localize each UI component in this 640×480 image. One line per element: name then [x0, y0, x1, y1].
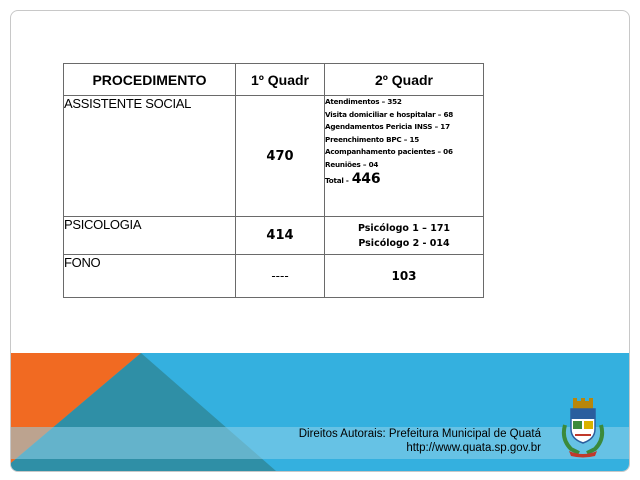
cell-1-quadr: ----: [236, 255, 325, 298]
municipal-crest-icon: [559, 395, 607, 459]
detail-line: Reuniões – 04: [325, 159, 379, 169]
detail-line: Atendimentos – 352: [325, 97, 402, 106]
detail-line: Preenchimento BPC – 15: [325, 134, 420, 144]
table-header-row: [64, 64, 484, 96]
detail-line: Acompanhamento pacientes – 06: [325, 147, 453, 157]
procedures-table: [63, 63, 484, 298]
total-line: [325, 170, 483, 188]
cell-1-quadr: 470: [236, 96, 325, 217]
table-row: [64, 96, 484, 217]
cell-procedimento: ASSISTENTE SOCIAL: [64, 96, 236, 217]
table-row: [64, 217, 484, 255]
cell-procedimento: PSICOLOGIA: [64, 217, 236, 255]
header-1-quadr: 1º Quadr: [236, 64, 325, 96]
cell-2-quadr: [325, 217, 484, 255]
copyright-text: Direitos Autorais: Prefeitura Municipal de Quatá: [298, 428, 541, 440]
cell-2-quadr: [325, 96, 484, 217]
cell-1-quadr: 414: [236, 217, 325, 255]
total-label: Total -: [325, 175, 349, 185]
detail-line: Visita domiciliar e hospitalar – 68: [325, 109, 454, 119]
website-url: http://www.quata.sp.gov.br: [406, 442, 541, 454]
header-procedimento: PROCEDIMENTO: [64, 64, 236, 96]
detail-line: Agendamentos Pericia INSS – 17: [325, 122, 450, 132]
total-value: 446: [351, 170, 381, 187]
header-2-quadr: 2º Quadr: [325, 64, 484, 96]
cell-2-quadr: 103: [325, 255, 484, 298]
cell-procedimento: FONO: [64, 255, 236, 298]
slide: [10, 10, 630, 472]
detail-line: Psicólogo 1 – 171: [357, 222, 451, 234]
detail-line: Psicólogo 2 - 014: [358, 237, 450, 249]
footer-credits: [299, 427, 541, 455]
table-row: [64, 255, 484, 298]
